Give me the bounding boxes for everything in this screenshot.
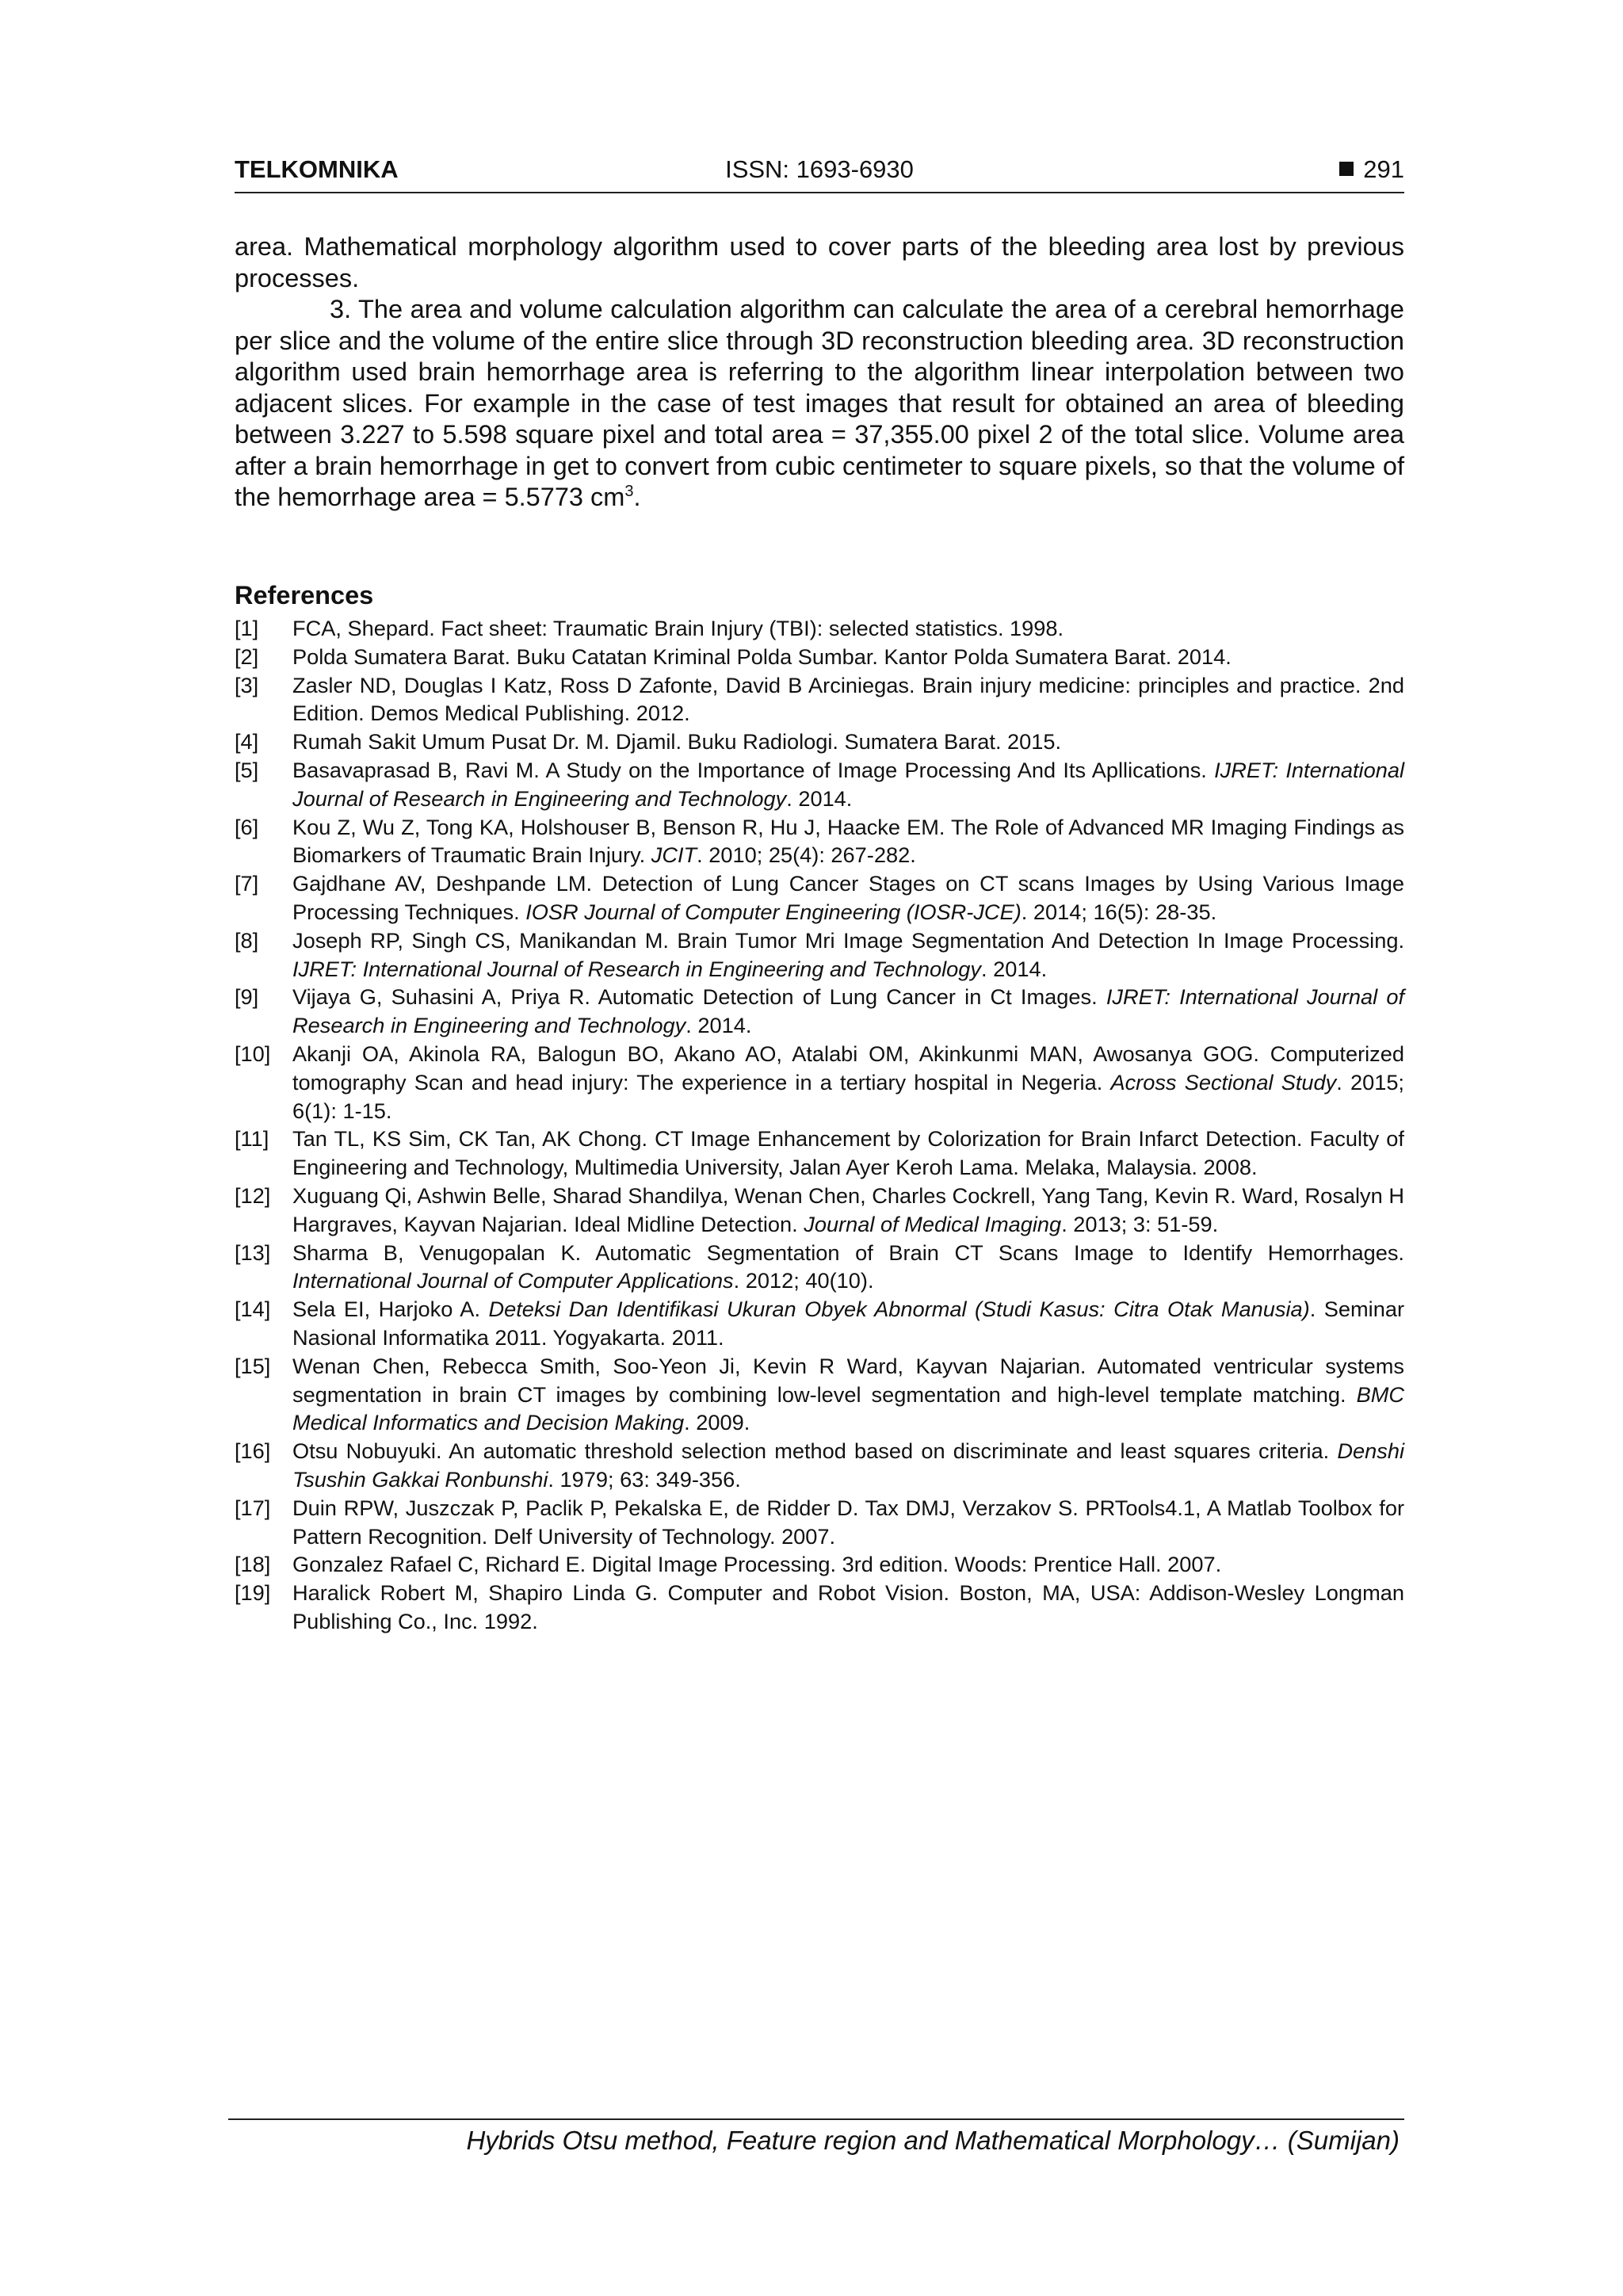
reference-item: [235, 1437, 1404, 1494]
reference-details: . 2009.: [684, 1410, 750, 1435]
reference-number: [8]: [235, 927, 259, 953]
reference-number: [4]: [235, 729, 259, 755]
reference-text: Otsu Nobuyuki. An automatic threshold selection method based on discriminate and least squares criteria.: [292, 1438, 1338, 1464]
reference-details: . 1979; 63: 349-356.: [548, 1466, 741, 1492]
reference-text: Wenan Chen, Rebecca Smith, Soo-Yeon Ji, Kevin R Ward, Kayvan Najarian. Automated ventricular systems segmentation in brain CT images by combining low-level segmentation and high-level template matching.: [292, 1353, 1404, 1407]
reference-journal: JCIT: [651, 842, 697, 868]
reference-item: [235, 728, 1404, 756]
reference-item: [235, 926, 1404, 984]
reference-journal: Across Sectional Study: [1110, 1069, 1337, 1095]
reference-text: Akanji OA, Akinola RA, Balogun BO, Akano AO, Atalabi OM, Akinkunmi MAN, Awosanya GOG. Computerized tomography Scan and head injury: The experience in a tertiary hospital in Negeria.: [292, 1041, 1404, 1095]
reference-journal: Deteksi Dan Identifikasi Ukuran Obyek Abnormal (Studi Kasus: Citra Otak Manusia): [488, 1297, 1310, 1322]
reference-item: [235, 1579, 1404, 1636]
reference-journal: Denshi Tsushin Gakkai Ronbunshi: [292, 1438, 1404, 1492]
paragraph-2-text: 3. The area and volume calculation algorithm can calculate the area of a cerebral hemorrhage per slice and the volume of the entire slice through 3D reconstruction bleeding area. 3D reconstruction algorithm used brain hemorrhage area is referring to the algorithm linear interpolation between two adjacent slices. For example in the case of test images that result for obtained an area of bleeding between 3.227 to 5.598 square pixel and total area = 37,355.00 pixel 2 of the total slice. Volume area after a brain hemorrhage in get to convert from cubic centimeter to square pixels, so that the volume of the hemorrhage area = 5.5773 cm: [235, 295, 1404, 511]
page-number: 291: [1363, 155, 1404, 183]
issn: ISSN: 1693-6930: [725, 155, 914, 183]
reference-number: [2]: [235, 644, 259, 669]
reference-item: [235, 1239, 1404, 1296]
paragraph-2-end: .: [633, 483, 641, 511]
reference-item: [235, 813, 1404, 870]
reference-journal: BMC Medical Informatics and Decision Making: [292, 1381, 1404, 1435]
reference-number: [10]: [235, 1041, 271, 1066]
reference-item: [235, 1550, 1404, 1579]
reference-number: [15]: [235, 1353, 271, 1378]
reference-item: [235, 1352, 1404, 1437]
reference-item: [235, 643, 1404, 671]
reference-text: Kou Z, Wu Z, Tong KA, Holshouser B, Benson R, Hu J, Haacke EM. The Role of Advanced MR Imaging Findings as Biomarkers of Traumatic Brain Injury.: [292, 814, 1404, 868]
reference-journal: IOSR Journal of Computer Engineering (IOSR-JCE): [525, 899, 1022, 924]
reference-number: [18]: [235, 1552, 271, 1577]
reference-journal: IJRET: International Journal of Research in Engineering and Technology: [292, 956, 982, 981]
reference-item: [235, 1125, 1404, 1182]
reference-text: Xuguang Qi, Ashwin Belle, Sharad Shandilya, Wenan Chen, Charles Cockrell, Yang Tang, Kevin R. Ward, Rosalyn H Hargraves, Kayvan Najarian. Ideal Midline Detection.: [292, 1182, 1404, 1236]
reference-item: [235, 1040, 1404, 1125]
reference-item: [235, 1182, 1404, 1239]
reference-item: [235, 1494, 1404, 1551]
references-list: [235, 614, 1404, 1636]
reference-item: [235, 983, 1404, 1040]
reference-details: . 2012; 40(10).: [733, 1268, 874, 1293]
reference-text: Gonzalez Rafael C, Richard E. Digital Image Processing. 3rd edition. Woods: Prentice Hall. 2007.: [292, 1552, 1222, 1577]
body-text: [235, 231, 1404, 514]
reference-details: . 2014; 16(5): 28-35.: [1021, 899, 1217, 924]
reference-number: [9]: [235, 984, 259, 1010]
reference-text: Sela EI, Harjoko A.: [292, 1297, 489, 1322]
reference-details: . Seminar Nasional Informatika 2011. Yogyakarta. 2011.: [292, 1297, 1404, 1350]
reference-text: Haralick Robert M, Shapiro Linda G. Computer and Robot Vision. Boston, MA, USA: Addison-Wesley Longman Publishing Co., Inc. 1992.: [292, 1580, 1404, 1633]
reference-text: Zasler ND, Douglas I Katz, Ross D Zafonte, David B Arciniegas. Brain injury medicine: principles and practice. 2nd Edition. Demos Medical Publishing. 2012.: [292, 672, 1404, 726]
paragraph-2: [235, 294, 1404, 514]
reference-number: [5]: [235, 757, 259, 782]
reference-number: [12]: [235, 1182, 271, 1208]
reference-number: [6]: [235, 814, 259, 839]
reference-number: [16]: [235, 1438, 271, 1464]
reference-item: [235, 869, 1404, 926]
reference-details: . 2015; 6(1): 1-15.: [292, 1069, 1404, 1123]
reference-details: . 2014.: [981, 956, 1048, 981]
reference-item: [235, 1295, 1404, 1352]
footer-divider: [228, 2118, 1404, 2120]
reference-text: Sharma B, Venugopalan K. Automatic Segmentation of Brain CT Scans Image to Identify Hemorrhages.: [292, 1240, 1404, 1265]
reference-journal: Journal of Medical Imaging: [804, 1211, 1062, 1236]
reference-text: Gajdhane AV, Deshpande LM. Detection of Lung Cancer Stages on CT scans Images by Using Various Image Processing Techniques.: [292, 871, 1404, 924]
reference-text: Tan TL, KS Sim, CK Tan, AK Chong. CT Image Enhancement by Colorization for Brain Infarct Detection. Faculty of Engineering and Technology, Multimedia University, Jalan Ayer Keroh Lama. Melaka, Malaysia. 2008.: [292, 1126, 1404, 1180]
reference-item: [235, 614, 1404, 643]
paragraph-1: area. Mathematical morphology algorithm used to cover parts of the bleeding area lost by previous processes.: [235, 232, 1404, 292]
reference-text: Joseph RP, Singh CS, Manikandan M. Brain Tumor Mri Image Segmentation And Detection In Image Processing.: [292, 927, 1404, 953]
reference-details: . 2014.: [685, 1013, 752, 1038]
page-number-block: [1339, 155, 1404, 184]
reference-journal: International Journal of Computer Applications: [292, 1268, 734, 1293]
superscript: 3: [624, 483, 634, 501]
reference-text: Rumah Sakit Umum Pusat Dr. M. Djamil. Buku Radiologi. Sumatera Barat. 2015.: [292, 729, 1062, 755]
square-bullet-icon: [1339, 162, 1354, 176]
reference-details: . 2014.: [786, 785, 853, 811]
reference-number: [11]: [235, 1126, 269, 1152]
journal-name: TELKOMNIKA: [235, 155, 399, 183]
reference-number: [19]: [235, 1580, 271, 1606]
reference-item: [235, 671, 1404, 728]
reference-text: Vijaya G, Suhasini A, Priya R. Automatic Detection of Lung Cancer in Ct Images.: [292, 984, 1106, 1010]
reference-number: [1]: [235, 616, 259, 640]
reference-details: . 2010; 25(4): 267-282.: [697, 842, 916, 868]
reference-text: FCA, Shepard. Fact sheet: Traumatic Brain Injury (TBI): selected statistics. 1998.: [292, 616, 1064, 640]
reference-text: Basavaprasad B, Ravi M. A Study on the Importance of Image Processing And Its Apllications.: [292, 757, 1215, 782]
reference-number: [3]: [235, 672, 259, 697]
reference-number: [17]: [235, 1495, 271, 1520]
reference-text: Polda Sumatera Barat. Buku Catatan Kriminal Polda Sumbar. Kantor Polda Sumatera Barat. 2014.: [292, 644, 1232, 669]
reference-details: . 2013; 3: 51-59.: [1061, 1211, 1219, 1236]
references-title: References: [235, 581, 374, 609]
reference-number: [7]: [235, 871, 259, 896]
page-header: [235, 155, 1404, 193]
reference-number: [13]: [235, 1240, 271, 1265]
reference-number: [14]: [235, 1297, 271, 1322]
reference-journal: IJRET: International Journal of Research in Engineering and Technology: [292, 984, 1404, 1038]
page-footer: Hybrids Otsu method, Feature region and Mathematical Morphology… (Sumijan): [466, 2126, 1400, 2155]
reference-text: Duin RPW, Juszczak P, Paclik P, Pekalska E, de Ridder D. Tax DMJ, Verzakov S. PRTools4.1, A Matlab Toolbox for Pattern Recognition. Delf University of Technology. 2007.: [292, 1495, 1404, 1549]
reference-journal: IJRET: International Journal of Research in Engineering and Technology: [292, 757, 1405, 811]
reference-item: [235, 756, 1404, 813]
